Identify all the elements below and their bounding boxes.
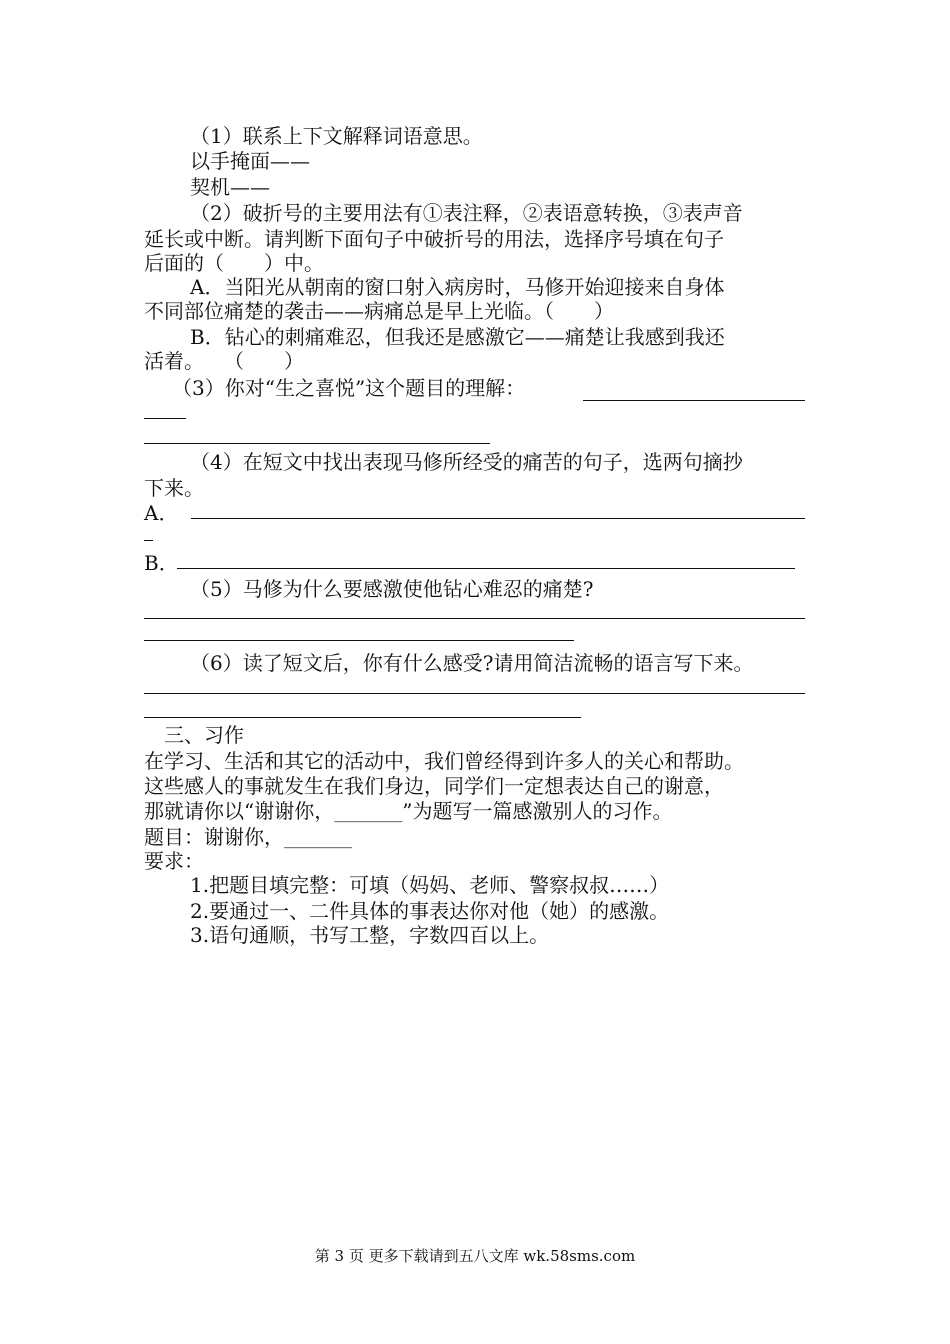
requirement-3: 3.语句通顺，书写工整，字数四百以上。 bbox=[190, 923, 550, 947]
q4-line1: （4）在短文中找出表现马修所经受的痛苦的句子，选两句摘抄 bbox=[190, 450, 743, 474]
q4-answer-a-overflow[interactable] bbox=[144, 540, 153, 541]
q2-option-b-line2: 活着。 （ ） bbox=[144, 349, 304, 373]
q1-word-b: 契机—— bbox=[190, 175, 270, 199]
q4-label-a: A． bbox=[144, 501, 179, 525]
requirement-2: 2.要通过一、二件具体的事表达你对他（她）的感激。 bbox=[190, 899, 670, 923]
q1-word-a: 以手掩面—— bbox=[190, 149, 310, 173]
composition-paragraph-2: 这些感人的事就发生在我们身边，同学们一定想表达自己的谢意， bbox=[144, 774, 724, 798]
composition-title-blank[interactable]: ________ bbox=[284, 829, 352, 849]
requirements-label: 要求： bbox=[144, 849, 204, 873]
q5-prompt: （5）马修为什么要感激使他钻心难忍的痛楚? bbox=[190, 577, 594, 601]
requirement-1: 1.把题目填完整：可填（妈妈、老师、警察叔叔……） bbox=[190, 873, 670, 897]
q1-prompt: （1）联系上下文解释词语意思。 bbox=[190, 124, 483, 148]
composition-heading: 三、习作 bbox=[164, 723, 244, 747]
q4-line2: 下来。 bbox=[144, 476, 204, 500]
q4-label-b: B． bbox=[144, 551, 179, 575]
composition-title-label: 题目：谢谢你， bbox=[144, 825, 284, 849]
q2-option-b-line1: B．钻心的刺痛难忍，但我还是感激它——痛楚让我感到我还 bbox=[190, 325, 725, 349]
q2-option-a-line2: 不同部位痛楚的袭击——病痛总是早上光临。（ ） bbox=[144, 299, 614, 323]
q5-answer-line-1[interactable] bbox=[144, 618, 805, 619]
q2-line2: 延长或中断。请判断下面句子中破折号的用法，选择序号填在句子 bbox=[144, 227, 724, 251]
composition-p3-before: 那就请你以“谢谢你， bbox=[144, 799, 335, 823]
page-footer: 第 3 页 更多下载请到五八文库 wk.58sms.com bbox=[314, 1247, 636, 1265]
q5-answer-line-2[interactable] bbox=[144, 640, 574, 641]
composition-paragraph-3 bbox=[144, 798, 672, 826]
q2-option-a-line1: A．当阳光从朝南的窗口射入病房时，马修开始迎接来自身体 bbox=[190, 275, 725, 299]
q6-prompt: （6）读了短文后，你有什么感受?请用简洁流畅的语言写下来。 bbox=[190, 651, 754, 675]
q3-answer-line-3[interactable] bbox=[144, 443, 490, 444]
q2-line3: 后面的（ ）中。 bbox=[144, 251, 324, 275]
q6-answer-line-1[interactable] bbox=[144, 693, 805, 694]
q3-answer-line-2[interactable] bbox=[144, 418, 186, 419]
q4-answer-b-line[interactable] bbox=[177, 568, 795, 569]
q2-line1: （2）破折号的主要用法有①表注释，②表语意转换，③表声音 bbox=[190, 201, 743, 225]
q3-prompt: （3）你对“生之喜悦”这个题目的理解： bbox=[172, 376, 526, 400]
q3-answer-line-1[interactable] bbox=[583, 400, 805, 401]
composition-topic-blank[interactable]: ________ bbox=[334, 803, 403, 823]
q4-answer-a-line[interactable] bbox=[191, 518, 805, 519]
composition-p3-after: ”为题写一篇感激别人的习作。 bbox=[402, 799, 673, 823]
composition-paragraph-1: 在学习、生活和其它的活动中，我们曾经得到许多人的关心和帮助。 bbox=[144, 749, 744, 773]
q6-answer-line-2[interactable] bbox=[144, 717, 581, 718]
